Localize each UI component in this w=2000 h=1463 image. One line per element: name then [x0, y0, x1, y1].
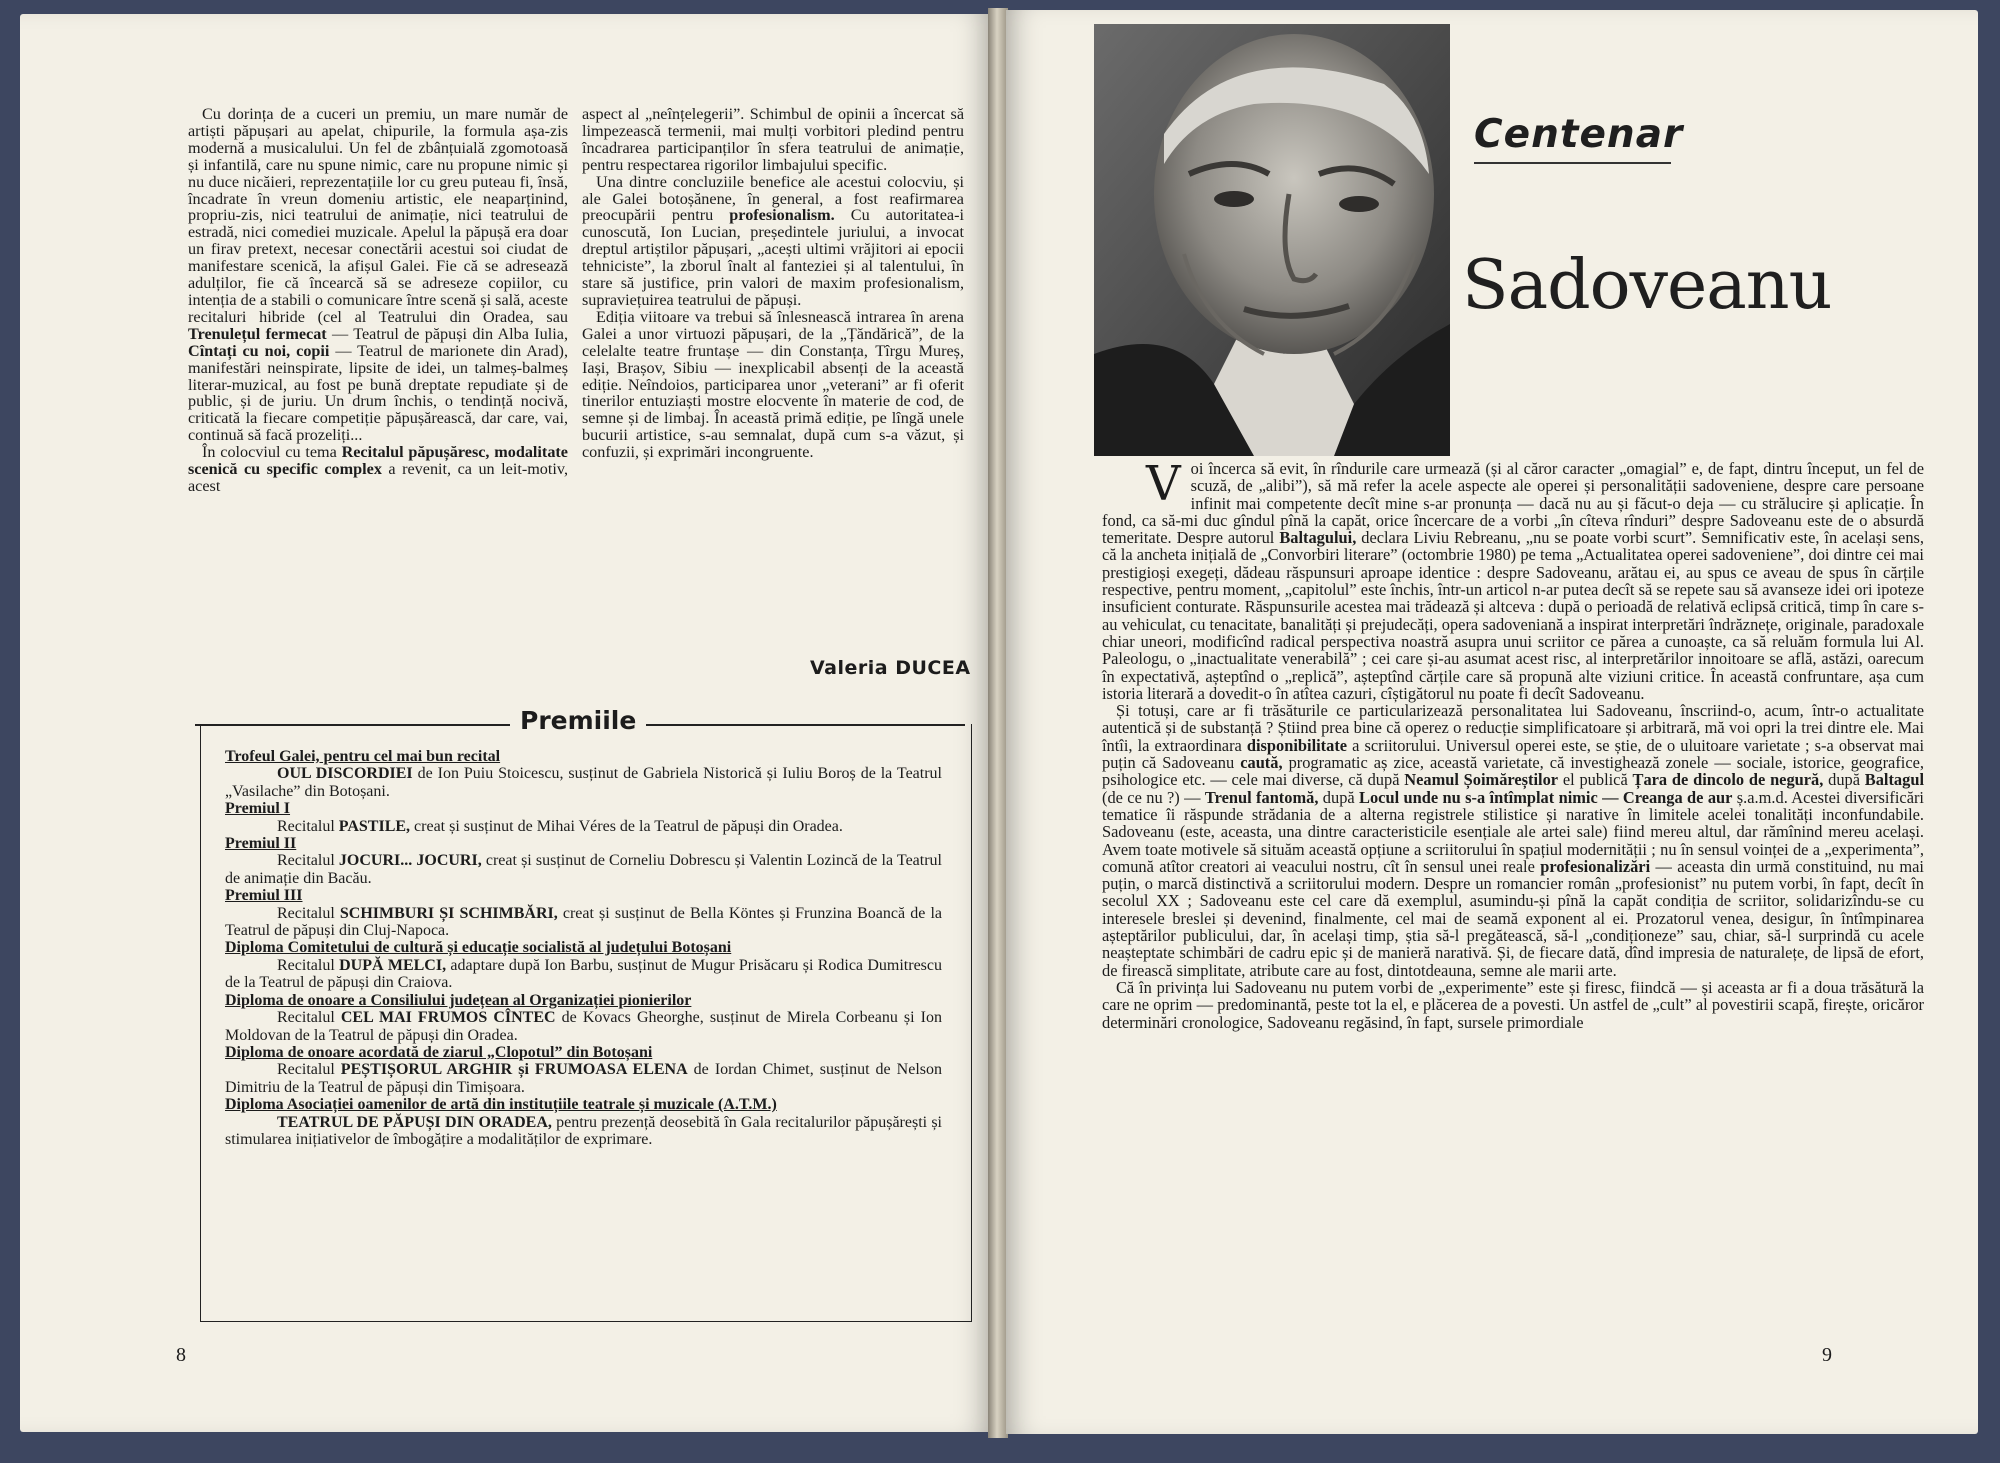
left-page	[20, 14, 990, 1432]
prize-title: Trofeul Galei, pentru cel mai bun recital	[225, 748, 501, 765]
recital-name: OUL DISCORDIEI	[277, 765, 413, 783]
article-author: Valeria DUCEA	[810, 657, 971, 679]
prize-description	[225, 852, 942, 887]
prize-title: Premiul III	[225, 887, 303, 905]
bold-title: Recitalul păpușăresc, modalitate scenică cu specific complex	[188, 443, 568, 479]
paragraph-text: după	[1318, 787, 1360, 807]
recital-name: DUPĂ MELCI,	[339, 956, 447, 974]
prize-text: Recitalul	[277, 904, 340, 922]
bold-term: caută,	[1240, 753, 1283, 773]
prize-title: Diploma Comitetului de cultură și educație socialistă al județului Botoșani	[225, 939, 732, 957]
recital-name: SCHIMBURI ȘI SCHIMBĂRI,	[339, 904, 558, 922]
section-label: Centenar	[1474, 112, 1684, 157]
prize-description	[225, 765, 942, 800]
prize-text: creat și susținut de Mihai Véres de la Teatrul de păpuși din Oradea.	[410, 817, 843, 835]
bold-term: disponibilitate	[1246, 735, 1348, 755]
paragraph-text: el publică	[1558, 770, 1633, 790]
prize-text: Recitalul	[277, 817, 339, 835]
article-column-1	[188, 106, 568, 495]
bold-title: Neamul Șoimăreștilor	[1404, 770, 1559, 790]
paragraph-text: după	[1823, 770, 1865, 790]
paragraph-text: — Teatrul de marionete din Arad), manifestări neinspirate, lipsite de idei, un talmeș-balmeș literar-muzical, au fost pe bună dreptate repudiate și de public, și de juriu. Un drum închis, o tendință nocivă, criticată la fiecare competiție păpușărească, dar care, vai, continuă să facă prozeliți...	[188, 341, 568, 445]
paragraph-text: programatic aș zice, această varietate, că investighează zonele — sociale, istorice, geografice, psihologice etc. — cele mai diverse, că după	[1102, 753, 1924, 790]
paragraph-text: declara Liviu Rebreanu, „nu se poate vorbi scurt”. Semnificativ este, în același sens, că la ancheta inițială de „Convorbiri literare” (octombrie 1980) pe tema „Actualitatea operei sadoveniene”, doi dintre cei mai prestigioși exegeți, dădeau răspunsuri aproape identice : despre Sadoveanu, arătau ei, au spus ce aveau de spus în cărțile respective, pentru moment, „capitolul” este închis, într-un articol n-ar putea decît să se repete sau să avanseze idei ori ipoteze insuficient conturate. Răspunsurile acestea mai trădează și altceva : după o perioadă de relativă eclipsă critică, timp în care s-au vehiculat, cu tenacitate, banalități și prejudecăți, opera sadoveniană a inspirat interpretări îndrăznețe, originale, paradoxale chiar uneori, modificînd radical perspectiva noastră asupra unui scriitor ce părea a cunoaște, ca să reluăm formula lui Al. Paleologu, o „inactualitate venerabilă” ; cei care și-au asumat acest risc, al interpretărilor innoitoare se află, astăzi, oarecum în expectativă, așteptînd o „replică”, așteptînd cărțile care să propună alte viziuni critice. În această confruntare, așa cum istoria literară a dovedit-o în atîtea cazuri, cîștigătorul nu poate fi decît Sadoveanu.	[1102, 528, 1924, 703]
section-rule	[1474, 162, 1671, 164]
prize-title: Diploma Asociației oamenilor de artă din instituțiile teatrale și muzicale (A.T.M.)	[225, 1096, 777, 1114]
paragraph-text: Cu autoritatea-i cunoscută, Ion Lucian, președintele juriului, a invocat dreptul artiștilor păpușari, „acești ultimi vrăjitori ai epocii tehniciste”, la zborul înalt al fanteziei și al talentului, în stare să justifice, prin valori de maxim profesionalism, supraviețuirea teatrului de păpuși.	[582, 206, 964, 309]
paragraph	[1102, 456, 1924, 703]
paragraph	[582, 174, 964, 309]
paragraph-text: (de ce nu ?) —	[1102, 787, 1205, 807]
article-body	[1102, 456, 1924, 1032]
article-title: Sadoveanu	[1462, 246, 1832, 325]
recital-name: CEL MAI FRUMOS CÎNTEC	[340, 1009, 556, 1027]
prizes-list	[225, 748, 942, 1148]
bold-term: profesionalism.	[729, 206, 835, 225]
paragraph	[1102, 702, 1924, 979]
recital-name: TEATRUL DE PĂPUȘI DIN ORADEA,	[277, 1113, 552, 1131]
bold-title: Cîntați cu noi, copii	[188, 341, 330, 360]
drop-cap: V	[1146, 456, 1181, 512]
prize-title: Premiul I	[225, 800, 291, 818]
bold-title: Locul unde nu s-a întîmplat nimic — Creanga de aur	[1359, 787, 1733, 807]
paragraph-text: Cu dorința de a cuceri un premiu, un mare număr de artiști păpușari au apelat, chipurile, la formula așa-zis modernă a musicalului. Un fel de zbânțuială zgomotoasă și infantilă, care nu spune nimic, care nu propune nimic și nu duce nicăieri, reprezentațiile lor cu greu puteau fi, însă, încadrate în vreun domeniu artistic, ele neaparținind, propriu-zis, nici teatrului de animație, nici teatrului de estradă, nici comediei muzicale. Apelul la păpușă era doar un firav pretext, necesar conectării acestui soi ciudat de manifestare scenică, la afișul Galei. Fie că se adresează adulților, fie că încearcă să se adreseze copiilor, cu intenția de a stabili o comunicare între scenă și sală, aceste recitaluri hibride (cel al Teatrului din Oradea, sau	[188, 105, 568, 326]
paragraph-text: Că în privința lui Sadoveanu nu putem vorbi de „experimente” este și firesc, fiindcă — și aceasta ar fi a doua trăsătură la care ne oprim — predominantă, peste tot la el, e plăcerea de a povesti. Un astfel de „cult” al povestirii scapă, firește, oricăror determinări cronologice, Sadoveanu regăsind, în fapt, sursele primordiale	[1102, 977, 1924, 1032]
paragraph-text: aspect al „neînțelegerii”. Schimbul de opinii a încercat să limpezească termenii, mai mulți vorbitori pledind pentru încadrarea participanților în sfera teatrului de animație, pentru respectarea rigorilor limbajului specific.	[582, 105, 964, 174]
paragraph-text: a scriitorului. Universul operei este, se știe, de o uluitoare varietate ; s-a observat mai puțin că Sadoveanu	[1102, 735, 1924, 773]
prize-description	[225, 818, 942, 835]
prize-text: Recitalul	[277, 1009, 341, 1027]
bold-title: Baltagului,	[1279, 528, 1357, 548]
prize-text: Recitalul	[277, 956, 340, 974]
prize-text: creat și susținut de Bella Köntes și Frunzina Boancă de la Teatrul de păpuși din Cluj-Napoca.	[225, 904, 943, 940]
bold-title: Trenul fantomă,	[1204, 787, 1319, 807]
book-spine	[988, 8, 1008, 1438]
paragraph-text: ș.a.m.d. Acestei diversificări tematice îi răspunde strădania de a alterna registrele stilistice și narative în limitele acelei tonalități inconfundabile. Sadoveanu (este, aceasta, una dintre caracteristicile esențiale ale artei sale) fiind mereu altul, dar rămînind mereu același. Avem toate motivele să situăm această opțiune a scriitorului în spațiul modernității ; nu în sensul voinței de a „experimenta”, comună atîtor creatori ai veacului nostru, cît în sensul unei reale	[1102, 787, 1924, 876]
paragraph-text: — Teatrul de păpuși din Alba Iulia,	[326, 324, 568, 343]
prizes-heading: Premiile	[510, 706, 646, 735]
prize-description	[225, 1009, 942, 1044]
prize-text: de Iordan Chimet, susținut de Nelson Dimitriu de la Teatrul de păpuși din Timișoara.	[225, 1061, 943, 1096]
prize-description	[225, 905, 942, 940]
prize-title: Premiul II	[225, 835, 297, 853]
prize-text: de Kovacs Gheorghe, susținut de Mirela Corbeanu și Ion Moldovan de la Teatrul de păpuși din Oradea.	[225, 1009, 943, 1044]
bold-title: Țara de dincolo de negură,	[1632, 770, 1824, 790]
prize-text: adaptare după Ion Barbu, susținut de Mugur Prisăcaru și Rodica Dumitrescu de la Teatrul de păpuși din Craiova.	[225, 956, 943, 992]
prize-text: Recitalul	[277, 1061, 341, 1079]
prize-text: creat și susținut de Corneliu Dobrescu și Valentin Lozincă de la Teatrul de animație din Bacău.	[225, 852, 943, 887]
recital-name: PASTILE,	[338, 817, 411, 835]
page-number: 8	[176, 1344, 186, 1366]
paragraph	[188, 106, 568, 444]
paragraph	[582, 309, 964, 461]
paragraph	[1102, 979, 1924, 1031]
portrait-photo	[1094, 24, 1450, 456]
paragraph-text: Și totuși, care ar fi trăsăturile ce particularizează personalitatea lui Sadoveanu, înscriind-o, acum, într-o actualitate autentică și de substanță ? Știind prea bine că operez o reducție simplificatoare și arbitrară, mă voi opri la trei dintre ele. Mai întîi, la extraordinara	[1102, 701, 1924, 755]
paragraph-text: Ediția viitoare va trebui să înlesnească intrarea în arena Galei a unor virtuozi păpușari, de la „Țăndărică”, de la celelalte teatre fruntașe — din Constanța, Tîrgu Mureș, Iași, Brașov, Sibiu — inexplicabil absenți de la această ediție. Neîndoios, participarea unor „veterani” ar fi oferit tinerilor entuziaști mostre elocvente în materie de cod, de semne și de limbaj. În această primă ediție, pe lîngă unele bucurii artistice, s-au semnalat, după cum s-a văzut, și confuzii, și exprimări incongruente.	[582, 307, 964, 462]
prize-text: de Ion Puiu Stoicescu, susținut de Gabriela Nistorică și Iuliu Boroș de la Teatrul „Vasilache” din Botoșani.	[225, 765, 943, 800]
prize-title: Diploma de onoare acordată de ziarul „Clopotul” din Botoșani	[225, 1043, 653, 1061]
paragraph	[188, 444, 568, 495]
prize-text: Recitalul	[277, 852, 339, 870]
prize-description	[225, 957, 942, 992]
prize-description	[225, 1061, 942, 1096]
paragraph-text: oi încerca să evit, în rîndurile care urmează (și al căror caracter „omagial” e, de fapt, dintru început, un fel de scuză, de „alibi”), să mă refer la acele aspecte ale operei și personalității sadoveniene, despre care persoane infinit mai competente decît mine s-ar pronunța — dacă nu au și făcut-o deja — cu strălucire și aplicație. În fond, ca să-mi duc gîndul pînă la capăt, orice încercare de a vorbi „în cîteva rînduri” despre Sadoveanu este de o absurdă temeritate. Despre autorul	[1102, 459, 1924, 548]
paragraph-text: În colocviul cu tema	[202, 443, 342, 462]
page-number: 9	[1822, 1344, 1832, 1366]
bold-title: Trenulețul fermecat	[188, 324, 327, 343]
prize-text: pentru prezență deosebită în Gala recitalurilor păpușărești și stimularea inițiativelor de îmbogățire a modalităților de exprimare.	[225, 1113, 942, 1148]
bold-title: Baltagul	[1864, 770, 1924, 790]
bold-term: profesionalizări	[1540, 856, 1651, 876]
paragraph-text: a revenit, ca un leit-motiv, acest	[188, 460, 568, 495]
right-page	[1006, 10, 1978, 1434]
recital-name: PEȘTIȘORUL ARGHIR și FRUMOASA ELENA	[340, 1061, 688, 1079]
paragraph	[582, 106, 964, 174]
prize-description	[225, 1114, 942, 1149]
paragraph-text: — aceasta din urmă constituind, nu mai puțin, o marcă distinctivă a scriitorului modern. Despre un romancier român „profesionist” nu putem vorbi, în fapt, decît în secolul XX ; Sadoveanu este cel care dă exemplul, asumindu-și pînă la capăt condiția de scriitor, solidarizîndu-se cu interesele breslei și devenind, finalmente, cel mai de seamă exponent al ei. Prozatorul venea, desigur, în întîmpinarea așteptărilor publicului, dar, în același timp, știa să-l pregătească, să-l „condiționeze” sau, chiar, să-l surprindă cu acele neașteptate schimbări de cadru epic și de manieră narativă. Și, de fiecare dată, dînd impresia de naturalețe, de lipsă de efort, de firească simplitate, atribute care au fost, dintotdeauna, semne ale marii arte.	[1102, 856, 1924, 980]
article-column-2	[582, 106, 964, 461]
prize-title: Diploma de onoare a Consiliului județean al Organizației pionierilor	[225, 991, 692, 1009]
recital-name: JOCURI... JOCURI,	[338, 852, 482, 870]
paragraph-text: Una dintre concluziile benefice ale acestui colocviu, și ale Galei botoșănene, în general, a fost reafirmarea preocupării pentru	[582, 172, 964, 225]
